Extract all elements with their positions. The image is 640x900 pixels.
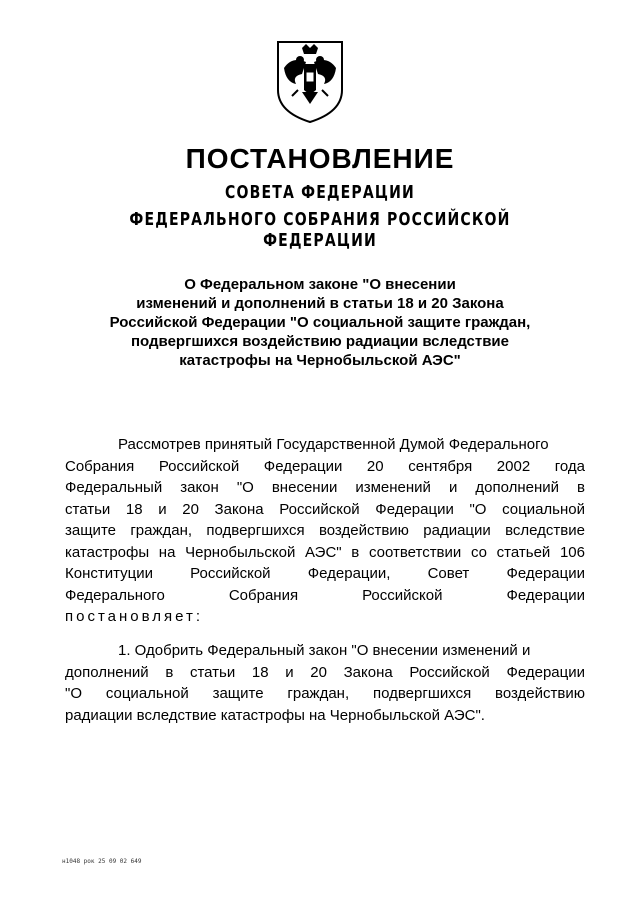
body-paragraph-2 (65, 640, 585, 726)
resolves-keyword: постановляет: (65, 608, 204, 625)
body-paragraph-1 (65, 434, 585, 628)
document-subtitle-council: СОВЕТА ФЕДЕРАЦИИ (225, 182, 415, 203)
paragraph-line: "О социальной защите граждан, подвергшихся воздействию (65, 685, 585, 702)
resolution-heading (60, 275, 580, 370)
heading-line: изменений и дополнений в статьи 18 и 20 Закона (136, 295, 504, 312)
heading-line: Российской Федерации "О социальной защите граждан, (109, 314, 531, 331)
paragraph-line: статьи 18 и 20 Закона Российской Федерации "О социальной (65, 500, 585, 518)
paragraph-line: Конституции Российской Федерации, Совет Федерации (65, 565, 585, 582)
heading-line: О Федеральном законе "О внесении (184, 276, 456, 293)
paragraph-line: катастрофы на Чернобыльской АЭС" в соответствии со статьей 106 (65, 543, 585, 561)
paragraph-line: Федерального Собрания Российской Федерации (65, 586, 585, 604)
document-title: ПОСТАНОВЛЕНИЕ (185, 143, 455, 174)
document-footer-code: н1048 рок 25 09 02 649 (62, 858, 142, 865)
paragraph-line: дополнений в статьи 18 и 20 Закона Российской Федерации (65, 663, 585, 681)
coat-of-arms-icon (272, 38, 348, 124)
paragraph-line: Собрания Российской Федерации 20 сентября 2002 года (65, 457, 585, 475)
paragraph-line: радиации вследствие катастрофы на Чернобыльской АЭС". (65, 706, 485, 724)
document-subtitle-assembly: ФЕДЕРАЛЬНОГО СОБРАНИЯ РОССИЙСКОЙ ФЕДЕРАЦИИ (129, 209, 511, 251)
paragraph-line: защите граждан, подвергшихся воздействию радиации вследствие (65, 522, 585, 539)
paragraph-line: 1. Одобрить Федеральный закон "О внесении изменений и (118, 642, 531, 659)
paragraph-line: Рассмотрев принятый Государственной Думой Федерального (118, 436, 549, 453)
heading-line: катастрофы на Чернобыльской АЭС" (179, 352, 461, 369)
heading-line: подвергшихся воздействию радиации вследствие (131, 333, 509, 350)
paragraph-line: Федеральный закон "О внесении изменений и дополнений в (65, 479, 585, 496)
